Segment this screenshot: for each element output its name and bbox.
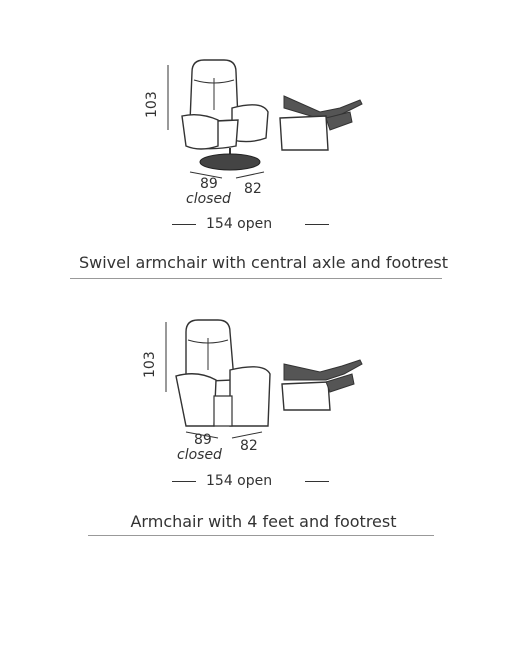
closed-label: closed bbox=[186, 191, 231, 207]
depth-label: 89 bbox=[194, 432, 212, 448]
caption-rule bbox=[70, 278, 442, 279]
chair-right-arm bbox=[230, 367, 270, 426]
reclined-position-illustration bbox=[282, 360, 362, 410]
open-label: 154 open bbox=[206, 473, 273, 489]
swivel-armchair-illustration bbox=[0, 0, 527, 290]
height-label: 103 bbox=[142, 351, 158, 378]
chair-left-arm bbox=[176, 374, 216, 426]
width-dimension-line bbox=[236, 172, 264, 178]
open-dimension-right-dash bbox=[305, 224, 329, 225]
swivel-armchair-section bbox=[0, 0, 527, 290]
width-label: 82 bbox=[244, 181, 262, 197]
caption: Armchair with 4 feet and footrest bbox=[130, 512, 397, 531]
height-label: 103 bbox=[144, 91, 160, 118]
chair-back bbox=[186, 320, 234, 382]
open-dimension-left-dash bbox=[172, 224, 196, 225]
chair-seat bbox=[214, 396, 232, 426]
reclined-position-illustration bbox=[280, 96, 362, 150]
caption: Swivel armchair with central axle and footrest bbox=[78, 253, 449, 272]
swivel-base bbox=[200, 154, 260, 170]
chair-left-arm bbox=[182, 115, 218, 149]
open-dimension-left-dash bbox=[172, 481, 196, 482]
closed-label: closed bbox=[177, 447, 222, 463]
four-feet-armchair-section bbox=[0, 300, 527, 550]
caption-rule bbox=[88, 535, 434, 536]
width-label: 82 bbox=[240, 438, 258, 454]
open-dimension-right-dash bbox=[305, 481, 329, 482]
depth-label: 89 bbox=[200, 176, 218, 192]
open-label: 154 open bbox=[206, 216, 273, 232]
